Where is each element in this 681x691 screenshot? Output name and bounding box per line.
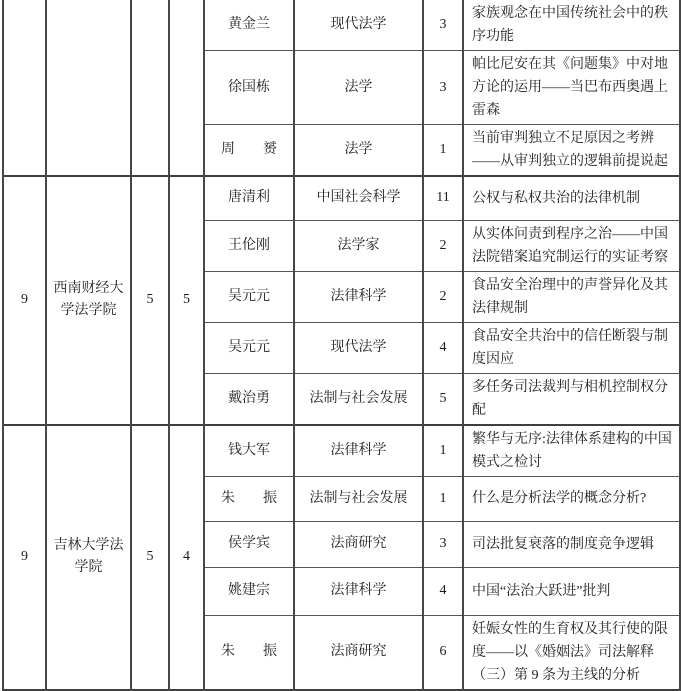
count-cell: 3 (423, 521, 463, 567)
institution-cell: 西南财经大学法学院 (46, 176, 131, 425)
journal-cell: 法学 (294, 51, 423, 125)
law-school-articles-table (2, 0, 681, 691)
rank-cell (3, 0, 46, 176)
count-cell: 3 (423, 51, 463, 125)
author-cell: 吴元元 (204, 271, 294, 322)
article-title-cell: 多任务司法裁判与相机控制权分配 (463, 373, 680, 425)
article-title-cell: 食品安全共治中的信任断裂与制度因应 (463, 322, 680, 373)
rank-cell: 9 (3, 176, 46, 425)
article-title-cell: 妊娠女性的生育权及其行使的限度——以《婚姻法》司法解释（三）第 9 条为主线的分析 (463, 615, 680, 690)
stat-a-cell: 5 (131, 425, 169, 690)
journal-cell: 法制与社会发展 (294, 373, 423, 425)
article-title-cell: 食品安全治理中的声誉异化及其法律规制 (463, 271, 680, 322)
article-title-cell: 当前审判独立不足原因之考辨——从审判独立的逻辑前提说起 (463, 125, 680, 177)
rank-cell: 9 (3, 425, 46, 690)
count-cell: 5 (423, 373, 463, 425)
article-title-cell: 中国“法治大跃进”批判 (463, 567, 680, 615)
author-cell: 周 赟 (204, 125, 294, 177)
table-row (3, 425, 680, 477)
journal-cell: 法商研究 (294, 521, 423, 567)
article-title-cell: 司法批复衰落的制度竞争逻辑 (463, 521, 680, 567)
count-cell: 6 (423, 615, 463, 690)
article-title-cell: 家族观念在中国传统社会中的秩序功能 (463, 0, 680, 51)
article-title-cell: 从实体问责到程序之治——中国法院错案追究制运行的实证考察 (463, 220, 680, 271)
article-title-cell: 什么是分析法学的概念分析? (463, 476, 680, 521)
stat-a-cell: 5 (131, 176, 169, 425)
journal-cell: 法学 (294, 125, 423, 177)
stat-b-cell: 5 (169, 176, 204, 425)
stat-b-cell (169, 0, 204, 176)
table-row (3, 176, 680, 220)
count-cell: 1 (423, 476, 463, 521)
author-cell: 徐国栋 (204, 51, 294, 125)
article-title-cell: 公权与私权共治的法律机制 (463, 176, 680, 220)
stat-a-cell (131, 0, 169, 176)
author-cell: 姚建宗 (204, 567, 294, 615)
author-cell: 吴元元 (204, 322, 294, 373)
author-cell: 黄金兰 (204, 0, 294, 51)
count-cell: 3 (423, 0, 463, 51)
journal-cell: 现代法学 (294, 322, 423, 373)
count-cell: 1 (423, 125, 463, 177)
count-cell: 2 (423, 271, 463, 322)
author-cell: 王伦刚 (204, 220, 294, 271)
journal-cell: 中国社会科学 (294, 176, 423, 220)
institution-cell: 吉林大学法学院 (46, 425, 131, 690)
article-title-cell: 帕比尼安在其《问题集》中对地方论的运用——当巴布西奥遇上雷森 (463, 51, 680, 125)
institution-cell (46, 0, 131, 176)
journal-cell: 法制与社会发展 (294, 476, 423, 521)
journal-cell: 法学家 (294, 220, 423, 271)
author-cell: 朱 振 (204, 615, 294, 690)
journal-cell: 法商研究 (294, 615, 423, 690)
count-cell: 4 (423, 567, 463, 615)
author-cell: 钱大军 (204, 425, 294, 477)
count-cell: 11 (423, 176, 463, 220)
count-cell: 1 (423, 425, 463, 477)
journal-cell: 现代法学 (294, 0, 423, 51)
journal-cell: 法律科学 (294, 271, 423, 322)
count-cell: 4 (423, 322, 463, 373)
table-row (3, 0, 680, 51)
author-cell: 朱 振 (204, 476, 294, 521)
author-cell: 唐清利 (204, 176, 294, 220)
author-cell: 侯学宾 (204, 521, 294, 567)
article-title-cell: 繁华与无序:法律体系建构的中国模式之检讨 (463, 425, 680, 477)
stat-b-cell: 4 (169, 425, 204, 690)
count-cell: 2 (423, 220, 463, 271)
author-cell: 戴治勇 (204, 373, 294, 425)
journal-cell: 法律科学 (294, 425, 423, 477)
journal-cell: 法律科学 (294, 567, 423, 615)
